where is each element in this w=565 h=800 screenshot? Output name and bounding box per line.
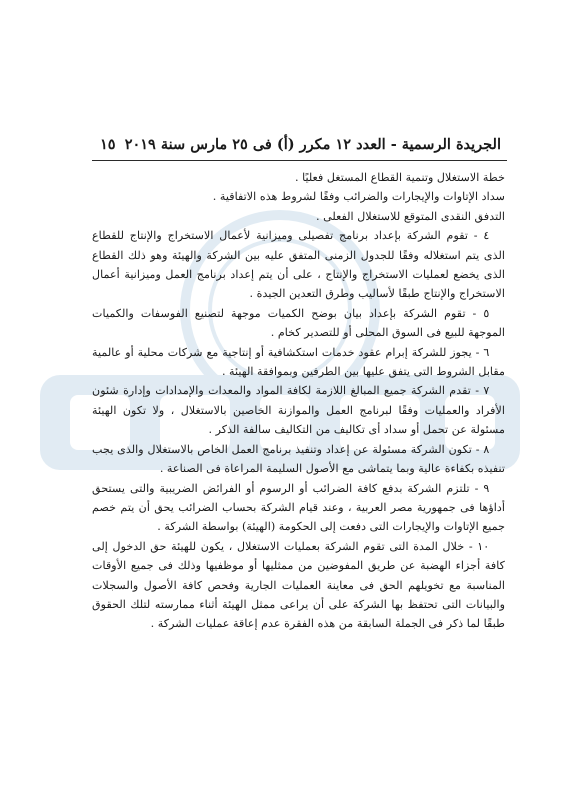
clause-5: ٥ - تقوم الشركة بإعداد بيان بوضح الكميات موجهة لتصنيع الفوسفات والكميات الموجهة للبيع فى السوق المحلى أو للتصدير كخام . [92,306,505,340]
clause-10: ١٠ - خلال المدة التى تقوم الشركة بعمليات الاستغلال ، يكون للهيئة حق الدخول إلى كافة أجزاء الهضبة عن طريق المفوضين من ممثليها أو موظفيها وذلك فى جميع الأوقات المناسبة مع تخويلهم الحق فى معاينة العمليات الجارية وفحص كافة الأصول والسجلات والبيانات التى تحتفظ بها الشركة على أن يراعى ممثل الهيئة أثناء ممارسته لتلك الحقوق طبقًا لما ذكر فى الجملة السابقة من هذه الفقرة عدم إعاقة عمليات الشركة . [92,539,505,631]
header-title: الجريدة الرسمية - العدد ١٢ مكرر (أ) فى ٢٥ مارس سنة ٢٠١٩ [124,135,501,153]
clause-8: ٨ - تكون الشركة مسئولة عن إعداد وتنفيذ برنامج العمل الخاص بالاستغلال والذى يجب تنفيذه بكفاءة عالية وبما يتماشى مع الأصول السليمة المراعاة فى الصناعة . [92,442,505,476]
body-paragraph: سداد الإتاوات والإيجارات والضرائب وفقًا لشروط هذه الاتفاقية . [212,190,505,204]
body-paragraph: التدفق النقدى المتوقع للاستغلال الفعلى . [315,209,505,223]
header-divider [92,160,507,161]
clause-9: ٩ - تلتزم الشركة بدفع كافة الضرائب أو الرسوم أو الفرائض الضريبية والتى يستحق أداؤها فى جمهورية مصر العربية ، وعند قيام الشركة بحساب الضرائب يحق أن يتم خصم جميع الإتاوات والإيجارات التى دفعت إلى الحكومة (الهيئة) بواسطة الشركة . [92,481,505,534]
clause-7: ٧ - تقدم الشركة جميع المبالغ اللازمة لكافة المواد والمعدات والإمدادات وإدارة شئون الأفراد والعمليات وفقًا لبرنامج العمل والموازنة الخاصين بالاستغلال ، ولا تكون الهيئة مسئولة عن تحمل أو سداد أى تكاليف من التكاليف سالفة الذكر . [92,384,505,437]
page-number: ١٥ [100,135,116,153]
clause-6: ٦ - يجوز للشركة إبرام عقود خدمات استكشافية أو إنتاجية مع شركات محلية أو عالمية مقابل الشروط التى يتفق عليها بين الطرفين وبموافقة الهيئة . [92,345,505,379]
clause-4: ٤ - تقوم الشركة بإعداد برنامج تفصيلى وميزانية لأعمال الاستخراج والإنتاج للقطاع الذى يتم استغلاله وفقًا للجدول الزمنى المتفق عليه بين الشركة والهيئة وهو ذلك القطاع الذى يخضع لعمليات الاستخراج والإنتاج ، على أن يتم إعداد برنامج العمل وميزانية أعمال الاستخراج والإنتاج طبقًا لأساليب وطرق التعدين الجيدة . [92,229,505,301]
body-paragraph: خطة الاستغلال وتنمية القطاع المستغل فعليًا . [294,171,505,184]
page-header [100,132,501,156]
document-body [92,168,505,634]
